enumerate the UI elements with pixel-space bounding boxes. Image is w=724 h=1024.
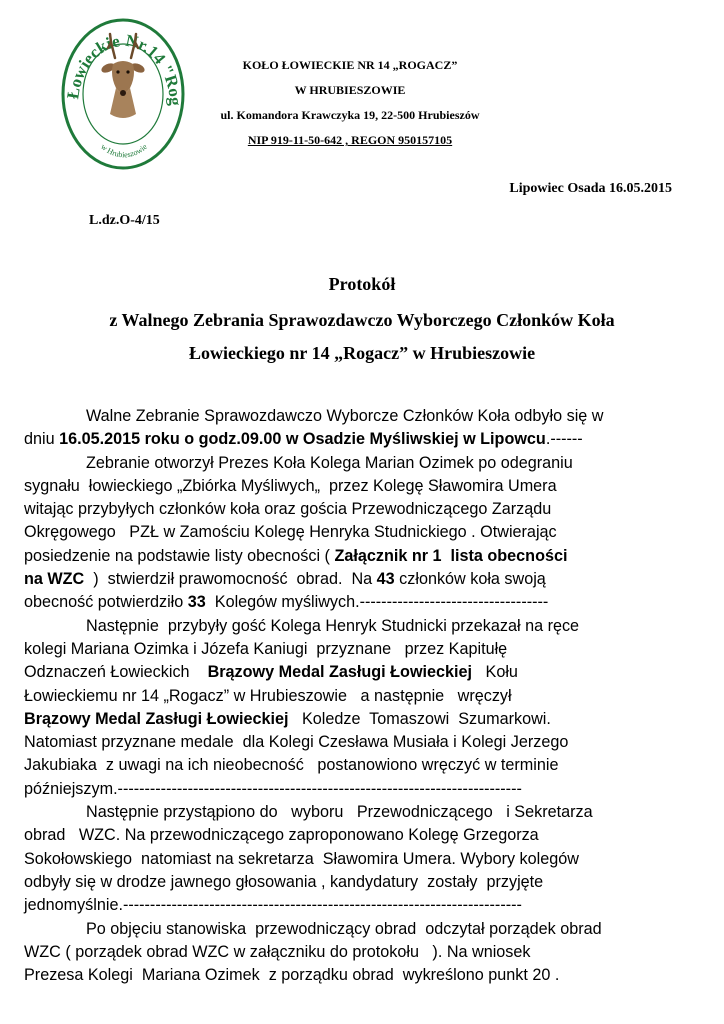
body-line: Zebranie otworzył Prezes Koła Kolega Marian Ozimek po odegraniu <box>86 453 573 472</box>
body-line: Następnie przybyły gość Kolega Henryk Studnicki przekazał na ręce <box>86 616 580 635</box>
club-location: W HRUBIESZOWIE <box>294 83 406 97</box>
body-line: obecność potwierdziło 33 Kolegów myśliwych.----------------------------------- <box>24 593 549 612</box>
body-line: Prezesa Kolegi Mariana Ozimek z porządku obrad wykreślono punkt 20 . <box>24 966 560 985</box>
body-line: jednomyślnie.-------------------------------------------------------------------------- <box>24 896 522 915</box>
body-line: Łowieckiemu nr 14 „Rogacz” w Hrubieszowie a następnie wręczył <box>24 686 512 705</box>
body-line: Po objęciu stanowiska przewodniczący obrad odczytał porządek obrad <box>86 919 602 938</box>
body-line: Sokołowskiego natomiast na sekretarza Sławomira Umera. Wybory kolegów <box>24 849 579 868</box>
club-name: KOŁO ŁOWIECKIE NR 14 „ROGACZ” <box>242 58 458 72</box>
body-line: posiedzenie na podstawie listy obecności ( Załącznik nr 1 lista obecności <box>24 546 568 565</box>
body-line: obrad WZC. Na przewodniczącego zaproponowano Kolegę Grzegorza <box>24 826 539 845</box>
body-line: odbyły się w drodze jawnego głosowania , kandydatury zostały przyjęte <box>24 872 544 891</box>
club-address: ul. Komandora Krawczyka 19, 22-500 Hrubieszów <box>220 108 480 122</box>
logo-ring-top-text: Łowieckie Nr.14 "Rog <box>63 30 186 107</box>
logo-ring-bottom-text: w Hrubieszowie <box>99 142 149 160</box>
club-tax-ids: NIP 919-11-50-642 , REGON 950157105 <box>247 133 453 147</box>
body-line: Odznaczeń Łowieckich Brązowy Medal Zasługi Łowieckiej Kołu <box>24 663 518 682</box>
body-line: dniu 16.05.2015 roku o godz.09.00 w Osadzie Myśliwskiej w Lipowcu .------ <box>24 430 583 449</box>
protocol-body <box>24 405 671 987</box>
body-line: Natomiast przyznane medale dla Kolegi Czesława Musiała i Kolegi Jerzego <box>24 733 569 752</box>
document-subtitle-line1: z Walnego Zebrania Sprawozdawczo Wyborczego Członków Koła <box>109 310 615 330</box>
body-line: Jakubiaka z uwagi na ich nieobecność postanowiono wręczyć w terminie <box>24 756 559 775</box>
body-line: Brązowy Medal Zasługi Łowieckiej Koledze Tomaszowi Szumarkowi. <box>24 709 551 728</box>
club-logo <box>58 14 188 172</box>
body-line: Następnie przystąpiono do wyboru Przewodniczącego i Sekretarza <box>86 803 593 822</box>
body-line: późniejszym.--------------------------------------------------------------------------- <box>24 779 522 798</box>
body-line: WZC ( porządek obrad WZC w załączniku do protokołu ). Na wniosek <box>24 942 531 961</box>
body-line: na WZC ) stwierdził prawomocność obrad. Na 43 członków koła swoją <box>24 570 546 589</box>
body-line: kolegi Mariana Ozimka i Józefa Kaniugi przyznane przez Kapitułę <box>24 639 508 658</box>
body-line: sygnału łowieckiego „Zbiórka Myśliwych„ przez Kolegę Sławomira Umera <box>24 476 557 495</box>
body-line: Walne Zebranie Sprawozdawczo Wyborcze Członków Koła odbyło się w <box>86 407 604 425</box>
place-date: Lipowiec Osada 16.05.2015 <box>509 181 672 196</box>
document-title: Protokół <box>328 274 396 294</box>
body-line: witając przybyłych członków koła oraz gościa Przewodniczącego Zarządu <box>24 500 552 519</box>
body-line: Okręgowego PZŁ w Zamościu Kolegę Henryka Studnickiego . Otwierając <box>24 523 557 542</box>
document-subtitle-line2: Łowieckiego nr 14 „Rogacz” w Hrubieszowie <box>188 343 536 363</box>
reference-number: L.dz.O-4/15 <box>89 213 160 228</box>
